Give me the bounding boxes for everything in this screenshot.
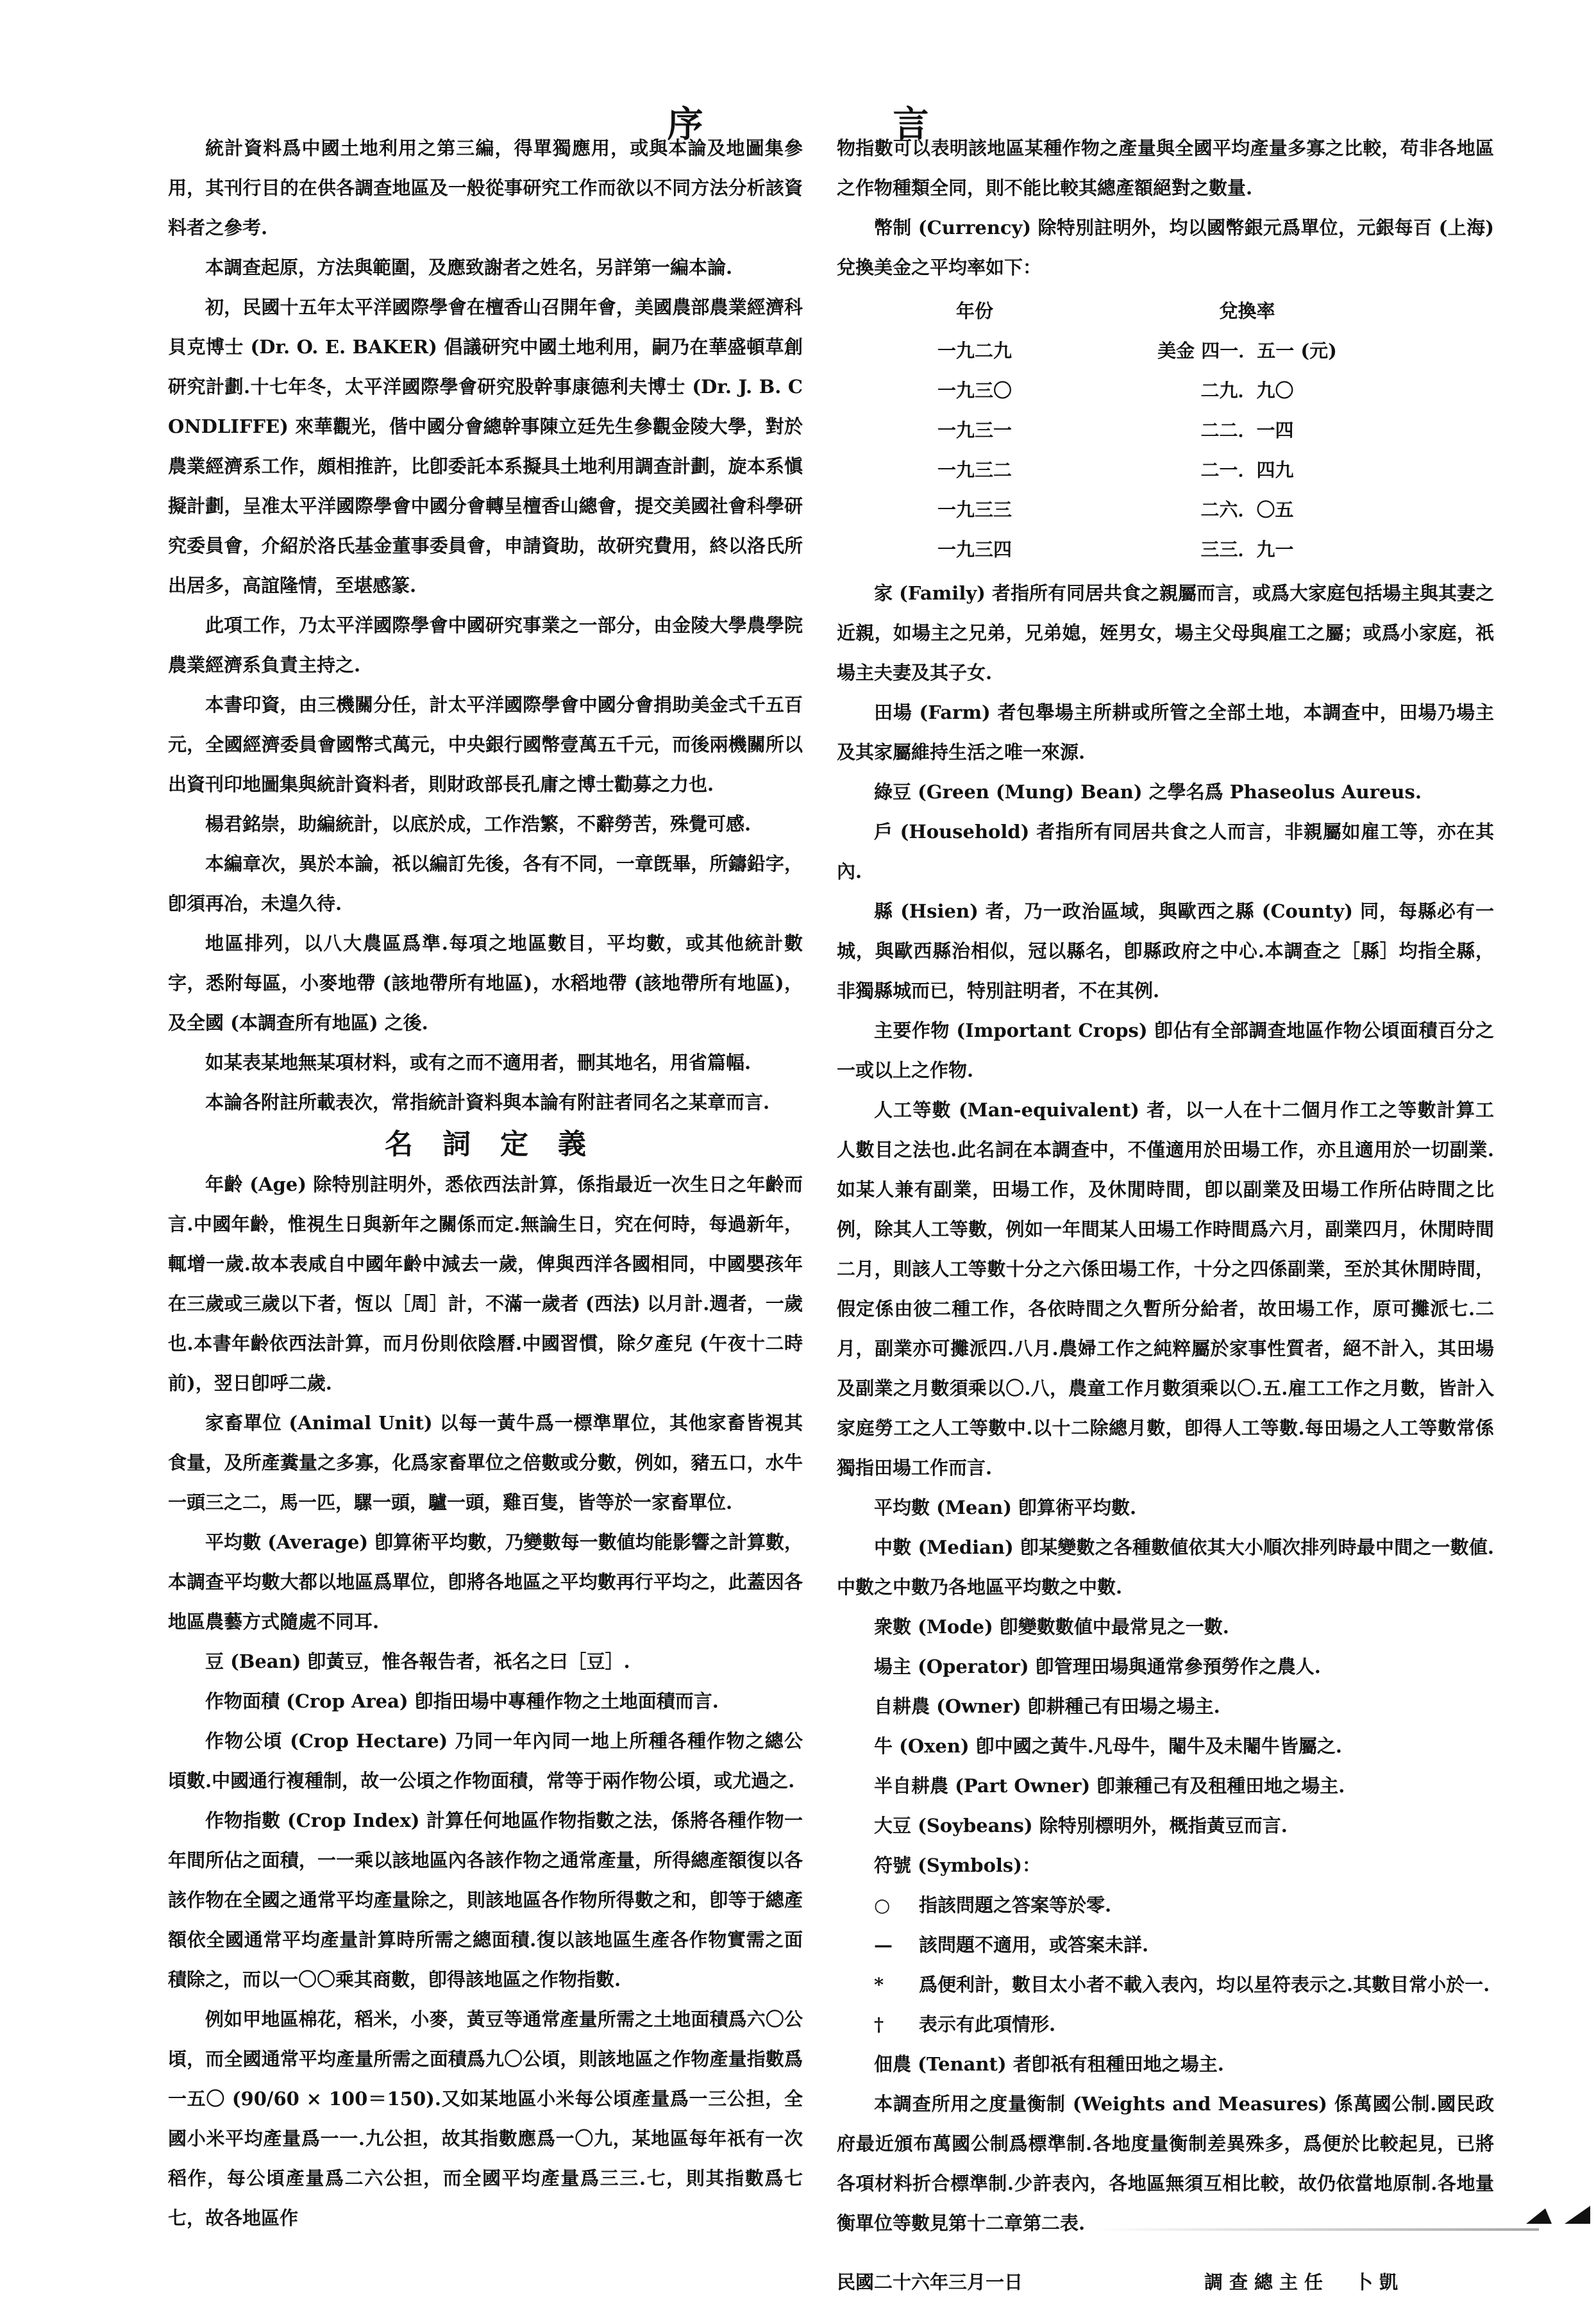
- year-cell: 一九三〇: [937, 380, 1012, 401]
- definition-farm: 田場 (Farm) 者包舉場主所耕或所管之全部土地，本調查中，田場乃場主及其家屬維持生活之唯一來源.: [837, 702, 1494, 763]
- table-row: [837, 450, 1494, 490]
- dagger-symbol-icon: †: [874, 2013, 884, 2035]
- definition-tenant: 佃農 (Tenant) 者卽祇有租種田地之場主.: [874, 2053, 1224, 2075]
- page-corner-decoration: [1526, 2206, 1590, 2224]
- table-row: [837, 490, 1494, 530]
- definition-mean: 平均數 (Mean) 卽算術平均數.: [874, 1497, 1137, 1518]
- signature: 調查總主任 卜凱: [1204, 2271, 1404, 2293]
- symbol-meaning: 爲便利計，數目太小者不載入表內，均以星符表示之.其數目常小於一.: [919, 1974, 1490, 1995]
- preface-paragraph: 地區排列，以八大農區爲準.每項之地區數目，平均數，或其他統計數字，悉附每區，小麥地帶 (該地帶所有地區)，水稻地帶 (該地帶所有地區)，及全國 (本調查所有地區) 之後.: [168, 932, 803, 1034]
- definitions-heading: 名詞定義: [385, 1128, 616, 1161]
- symbol-meaning: 表示有此項情形.: [919, 2013, 1056, 2035]
- preface-paragraph: 楊君銘崇，助編統計，以底於成，工作浩繁，不辭勞苦，殊覺可感.: [205, 813, 752, 835]
- symbol-row: [837, 2004, 1494, 2044]
- table-header-row: [837, 291, 1494, 331]
- preface-paragraph: 初，民國十五年太平洋國際學會在檀香山召開年會，美國農部農業經濟科貝克博士 (Dr. O. E. BAKER) 倡議研究中國土地利用，嗣乃在華盛頓草創研究計劃.十七年冬，太平洋國際學會研究股幹事康德利夫博士 (Dr. J. B. CONDLIFFE) 來華觀光，偕中國分會總幹事陳立廷先生參觀金陵大學，對於農業經濟系工作，頗相推許，比卽委託本系擬具土地利用調查計劃，旋本系愼擬計劃，呈准太平洋國際學會中國分會轉呈檀香山總會，提交美國社會科學研究委員會，介紹於洛氏基金董事委員會，申請資助，故研究費用，終以洛氏所出居多，高誼隆情，至堪感篆.: [168, 296, 803, 596]
- year-cell: 一九三二: [937, 459, 1012, 481]
- page-title: 序 言: [667, 103, 1006, 146]
- preface-paragraph: 統計資料爲中國土地利用之第三編，得單獨應用，或與本論及地圖集參用，其刊行目的在供各調查地區及一般從事研究工作而欲以不同方法分析該資料者之參考.: [168, 137, 803, 239]
- definition-oxen: 牛 (Oxen) 卽中國之黃牛.凡母牛，閹牛及未閹牛皆屬之.: [874, 1735, 1342, 1757]
- definition-operator: 場主 (Operator) 卽管理田場與通常參預勞作之農人.: [874, 1656, 1321, 1677]
- year-cell: 一九三三: [937, 499, 1012, 521]
- year-cell: 一九二九: [937, 340, 1012, 362]
- page-edge-shadow: [1090, 2228, 1539, 2231]
- definition-household: 戶 (Household) 者指所有同居共食之人而言，非親屬如雇工等，亦在其內.: [837, 821, 1494, 882]
- dash-symbol-icon: —: [874, 1934, 893, 1956]
- symbols-label: 符號 (Symbols)：: [874, 1854, 1041, 1876]
- date: 民國二十六年三月一日: [837, 2271, 1023, 2293]
- rate-cell: 二六．〇五: [1200, 499, 1294, 521]
- definition-crop-area: 作物面積 (Crop Area) 卽指田場中專種作物之土地面積而言.: [205, 1690, 719, 1712]
- rate-cell: 二九．九〇: [1200, 380, 1294, 401]
- definition-animal-unit: 家畜單位 (Animal Unit) 以每一黃牛爲一標準單位，其他家畜皆視其食量，及所產糞量之多寡，化爲家畜單位之倍數或分數，例如，豬五口，水牛一頭三之二，馬一匹，騾一頭，驢一頭，雞百隻，皆等於一家畜單位.: [168, 1412, 803, 1513]
- definition-crop-index-example: 例如甲地區棉花，稻米，小麥，黃豆等通常產量所需之土地面積爲六〇公頃，而全國通常平均產量所需之面積爲九〇公頃，則該地區之作物產量指數爲一五〇 (90/60 × 100＝150).又如某地區小米每公頃產量爲一三公担，全國小米平均產量爲一一.九公担，故其指數應爲一〇九，某地區每年祇有一次稻作，每公頃產量爲二六公担，而全國平均產量爲三三.七，則其指數爲七七，故各地區作: [168, 2008, 803, 2229]
- definition-family: 家 (Family) 者指所有同居共食之親屬而言，或爲大家庭包括場主與其妻之近親，如場主之兄弟，兄弟媳，姪男女，場主父母與雇工之屬；或爲小家庭，祇場主夫妻及其子女.: [837, 582, 1494, 684]
- symbol-meaning: 該問題不適用，或答案未詳.: [919, 1934, 1149, 1956]
- definition-crop-index: 作物指數 (Crop Index) 計算任何地區作物指數之法，係將各種作物一年間所佔之面積，一一乘以該地區內各該作物之通常產量，所得總產額復以各該作物在全國之通常平均產量除之，則該地區各作物所得數之和，卽等于總產額依全國通常平均產量計算時所需之總面積.復以該地區生產各作物實需之面積除之，而以一〇〇乘其商數，卽得該地區之作物指數.: [168, 1810, 803, 1990]
- year-cell: 一九三四: [937, 539, 1012, 560]
- preface-paragraph: 本編章次，異於本論，祇以編訂先後，各有不同，一章旣畢，所鑄鉛字，卽須再冶，未遑久待.: [168, 853, 803, 914]
- crop-index-continuation: 物指數可以表明該地區某種作物之產量與全國平均產量多寡之比較，苟非各地區之作物種類全同，則不能比較其總產額絕對之數量.: [837, 137, 1494, 199]
- definition-mode: 衆數 (Mode) 卽變數數値中最常見之一數.: [874, 1616, 1229, 1638]
- preface-paragraph: 如某表某地無某項材料，或有之而不適用者，刪其地名，用省篇幅.: [205, 1052, 752, 1073]
- symbol-meaning: 指該問題之答案等於零.: [919, 1894, 1112, 1916]
- definition-weights-measures: 本調查所用之度量衡制 (Weights and Measures) 係萬國公制.國民政府最近頒布萬國公制爲標準制.各地度量衡制差異殊多，爲便於比較起見，已將各項材料折合標準制.少許表內，各地區無須互相比較，故仍依當地原制.各地量衡單位等數見第十二章第二表.: [837, 2093, 1494, 2234]
- asterisk-symbol-icon: *: [874, 1974, 884, 1995]
- preface-paragraph: 本調查起原，方法與範圍，及應致謝者之姓名，另詳第一編本論.: [205, 256, 733, 278]
- symbol-row: [837, 1965, 1494, 2004]
- definition-hsien: 縣 (Hsien) 者，乃一政治區域，與歐西之縣 (County) 同，每縣必有一城，與歐西縣治相似，冠以縣名，卽縣政府之中心.本調查之［縣］均指全縣，非獨縣城而已，特別註明者，不在其例.: [837, 900, 1494, 1002]
- definition-currency: 幣制 (Currency) 除特別註明外，均以國幣銀元爲單位，元銀每百 (上海) 兌換美金之平均率如下：: [837, 217, 1494, 278]
- symbol-row: [837, 1925, 1494, 1965]
- definition-age: 年齡 (Age) 除特別註明外，悉依西法計算，係指最近一次生日之年齡而言.中國年齡，惟視生日與新年之關係而定.無論生日，究在何時，每過新年，輒增一歲.故本表咸自中國年齡中減去一歲，俾與西洋各國相同，中國嬰孩年在三歲或三歲以下者，恆以［周］計，不滿一歲者 (西法) 以月計.週者，一歲也.本書年齡依西法計算，而月份則依陰曆.中國習慣，除夕產兒 (午夜十二時前)，翌日卽呼二歲.: [168, 1173, 803, 1394]
- definition-part-owner: 半自耕農 (Part Owner) 卽兼種己有及租種田地之場主.: [874, 1775, 1345, 1797]
- rate-cell: 二一．四九: [1200, 459, 1294, 481]
- definition-green-bean: 綠豆 (Green (Mung) Bean) 之學名爲 Phaseolus Aureus.: [874, 781, 1422, 803]
- definition-soybeans: 大豆 (Soybeans) 除特別標明外，概指黃豆而言.: [874, 1815, 1288, 1836]
- symbol-row: [837, 1885, 1494, 1925]
- definition-man-equivalent: 人工等數 (Man-equivalent) 者，以一人在十二個月作工之等數計算工人數目之法也.此名詞在本調查中，不僅適用於田場工作，亦且適用於一切副業.如某人兼有副業，田場工作，及休閒時間，卽以副業及田場工作所佔時間之比例，除其人工等數，例如一年間某人田場工作時間爲六月，副業四月，休閒時間二月，則該人工等數十分之六係田場工作，十分之四係副業，至於其休閒時間，假定係由彼二種工作，各依時間之久暫所分給者，故田場工作，原可攤派七.二月，副業亦可攤派四.八月.農婦工作之純粹屬於家事性質者，絕不計入，其田場及副業之月數須乘以〇.八，農童工作月數須乘以〇.五.雇工工作之月數，皆計入家庭勞工之人工等數中.以十二除總月數，卽得人工等數.每田場之人工等數常係獨指田場工作而言.: [837, 1099, 1494, 1479]
- preface-paragraph: 此項工作，乃太平洋國際學會中國研究事業之一部分，由金陵大學農學院農業經濟系負責主持之.: [168, 614, 803, 676]
- preface-paragraph: 本論各附註所載表次，常指統計資料與本論有附註者同名之某章而言.: [205, 1091, 770, 1113]
- rate-cell: 二二．一四: [1200, 419, 1294, 441]
- table-row: [837, 410, 1494, 450]
- zero-symbol-icon: ○: [874, 1894, 891, 1916]
- column-header-year: 年份: [955, 300, 993, 322]
- definition-average: 平均數 (Average) 卽算術平均數，乃變數每一數値均能影響之計算數，本調查平均數大都以地區爲單位，卽將各地區之平均數再行平均之，此蓋因各地區農藝方式隨處不同耳.: [168, 1531, 803, 1633]
- preface-paragraph: 本書印資，由三機關分任，計太平洋國際學會中國分會捐助美金弍千五百元，全國經濟委員會國幣弍萬元，中央銀行國幣壹萬五千元，而後兩機關所以出資刊印地圖集與統計資料者，則財政部長孔庸之博士勸募之力也.: [168, 694, 803, 795]
- exchange-rate-table: [837, 291, 1494, 569]
- rate-cell: 美金 四一．五一 (元): [1157, 340, 1337, 362]
- year-cell: 一九三一: [937, 419, 1012, 441]
- table-row: [837, 371, 1494, 410]
- definition-bean: 豆 (Bean) 卽黃豆，惟各報告者，祇名之曰［豆］.: [205, 1651, 630, 1672]
- definition-crop-hectare: 作物公頃 (Crop Hectare) 乃同一年內同一地上所種各種作物之總公頃數.中國通行複種制，故一公頃之作物面積，常等于兩作物公頃，或尤過之.: [168, 1730, 803, 1792]
- column-header-rate: 兌換率: [1219, 300, 1275, 322]
- left-column: [168, 128, 803, 2238]
- definition-median: 中數 (Median) 卽某變數之各種數値依其大小順次排列時最中間之一數値.中數之中數乃各地區平均數之中數.: [837, 1536, 1494, 1598]
- signature-block: [837, 2262, 1494, 2302]
- rate-cell: 三三．九一: [1200, 539, 1294, 560]
- table-row: [837, 331, 1494, 371]
- definition-important-crops: 主要作物 (Important Crops) 卽佔有全部調查地區作物公頃面積百分之一或以上之作物.: [837, 1020, 1494, 1081]
- right-column: [837, 128, 1494, 2302]
- table-row: [837, 530, 1494, 569]
- definition-owner: 自耕農 (Owner) 卽耕種己有田場之場主.: [874, 1695, 1220, 1717]
